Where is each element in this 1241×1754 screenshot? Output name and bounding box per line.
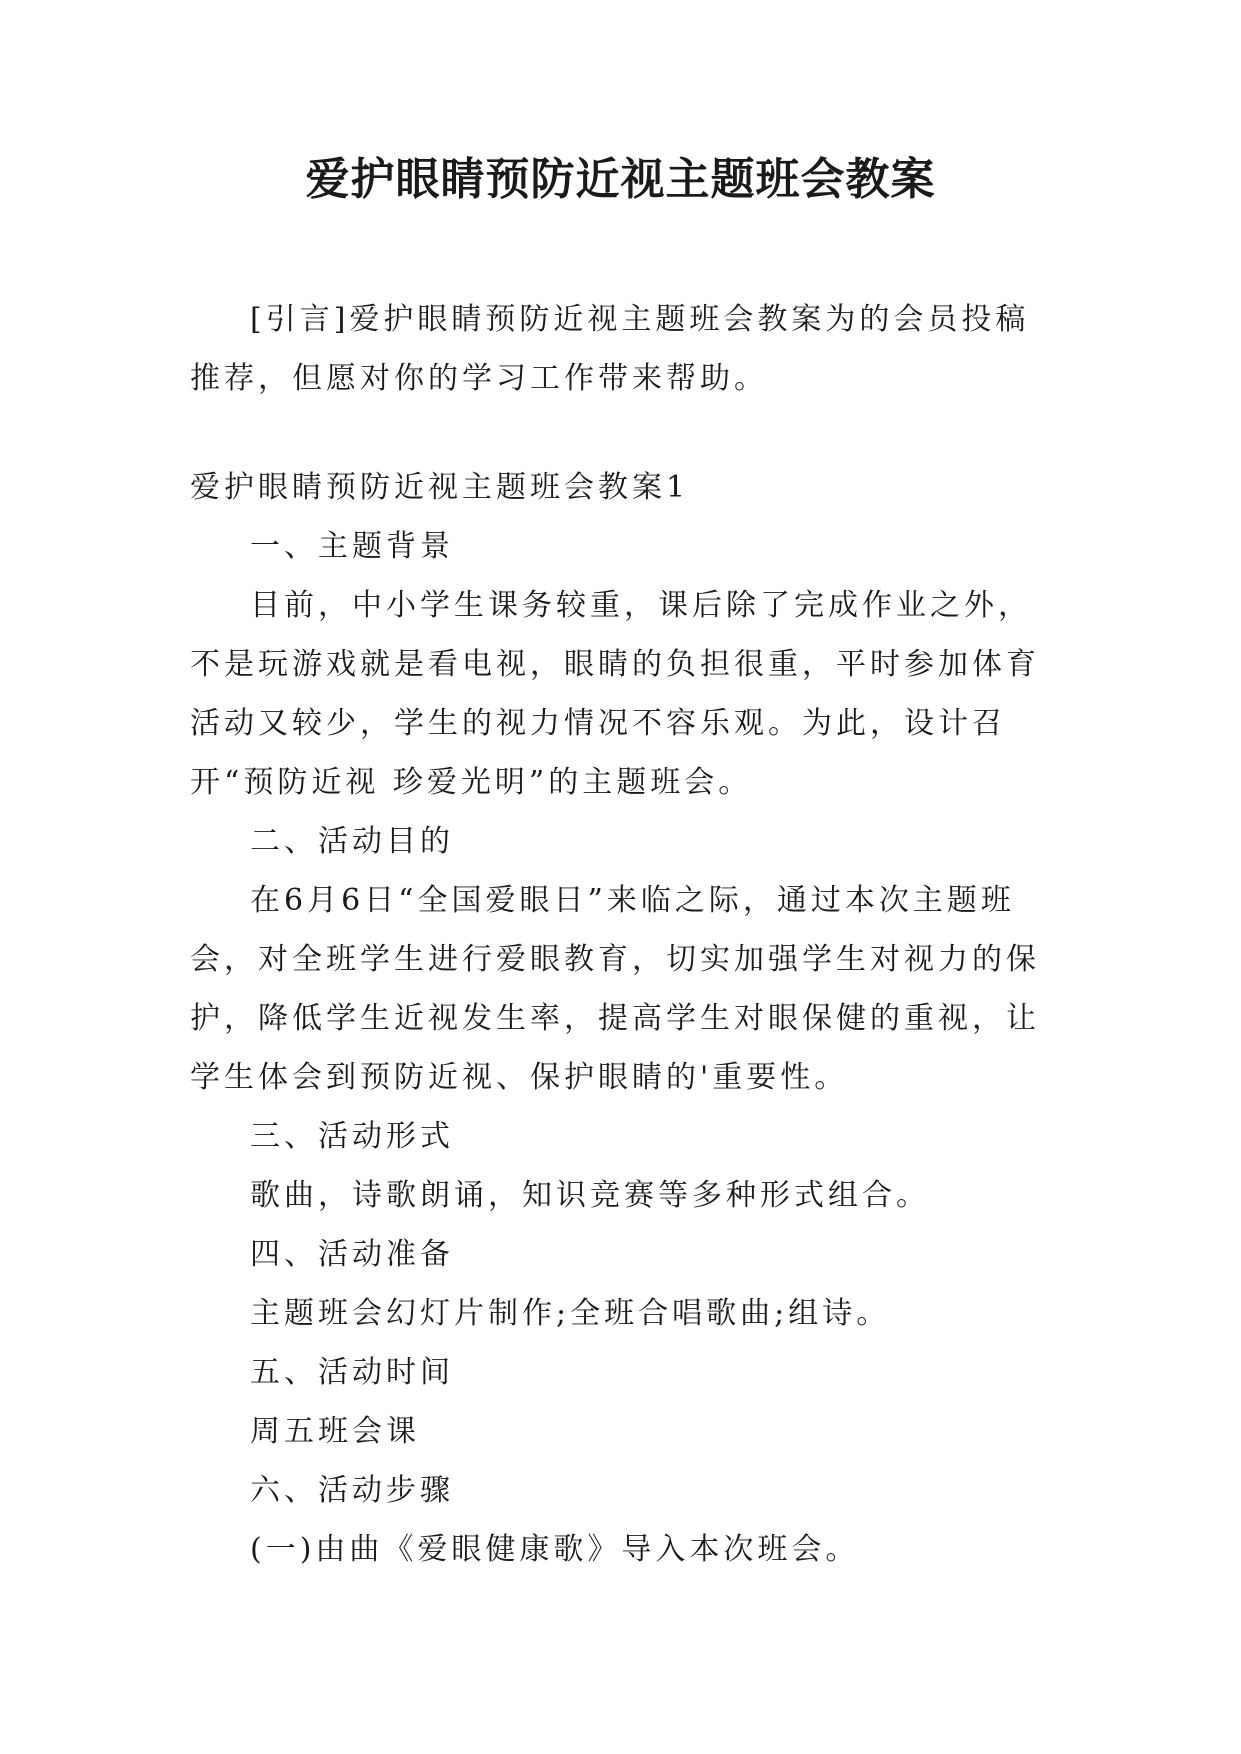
paragraph-purpose: 在6月6日“全国爱眼日”来临之际，通过本次主题班会，对全班学生进行爱眼教育，切实加强学生对视力的保护，降低学生近视发生率，提高学生对眼保健的重视，让学生体会到预防近视、保护眼睛的'重要性。 <box>190 883 1040 1095</box>
intro-paragraph: [引言]爱护眼睛预防近视主题班会教案为的会员投稿推荐，但愿对你的学习工作带来帮助。 <box>190 302 1030 396</box>
paragraph-format: 歌曲，诗歌朗诵，知识竞赛等多种形式组合。 <box>250 1178 930 1213</box>
heading-purpose: 二、活动目的 <box>250 824 454 859</box>
heading-format: 三、活动形式 <box>250 1119 454 1154</box>
spacer <box>190 408 1052 458</box>
section-title: 爱护眼睛预防近视主题班会教案1 <box>190 470 690 505</box>
heading-time: 五、活动时间 <box>250 1355 454 1390</box>
paragraph-background: 目前，中小学生课务较重，课后除了完成作业之外，不是玩游戏就是看电视，眼睛的负担很重，平时参加体育活动又较少，学生的视力情况不容乐观。为此，设计召开“预防近视 珍爱光明”的主题班会。 <box>190 588 1040 800</box>
paragraph-time: 周五班会课 <box>250 1414 420 1449</box>
paragraph-preparation: 主题班会幻灯片制作;全班合唱歌曲;组诗。 <box>250 1296 891 1331</box>
heading-preparation: 四、活动准备 <box>250 1237 454 1272</box>
document-title: 爱护眼睛预防近视主题班会教案 <box>305 154 936 205</box>
document-body <box>190 290 1052 1579</box>
heading-steps: 六、活动步骤 <box>250 1473 454 1508</box>
heading-background: 一、主题背景 <box>250 529 454 564</box>
paragraph-step-1: (一)由曲《爱眼健康歌》导入本次班会。 <box>250 1532 860 1567</box>
